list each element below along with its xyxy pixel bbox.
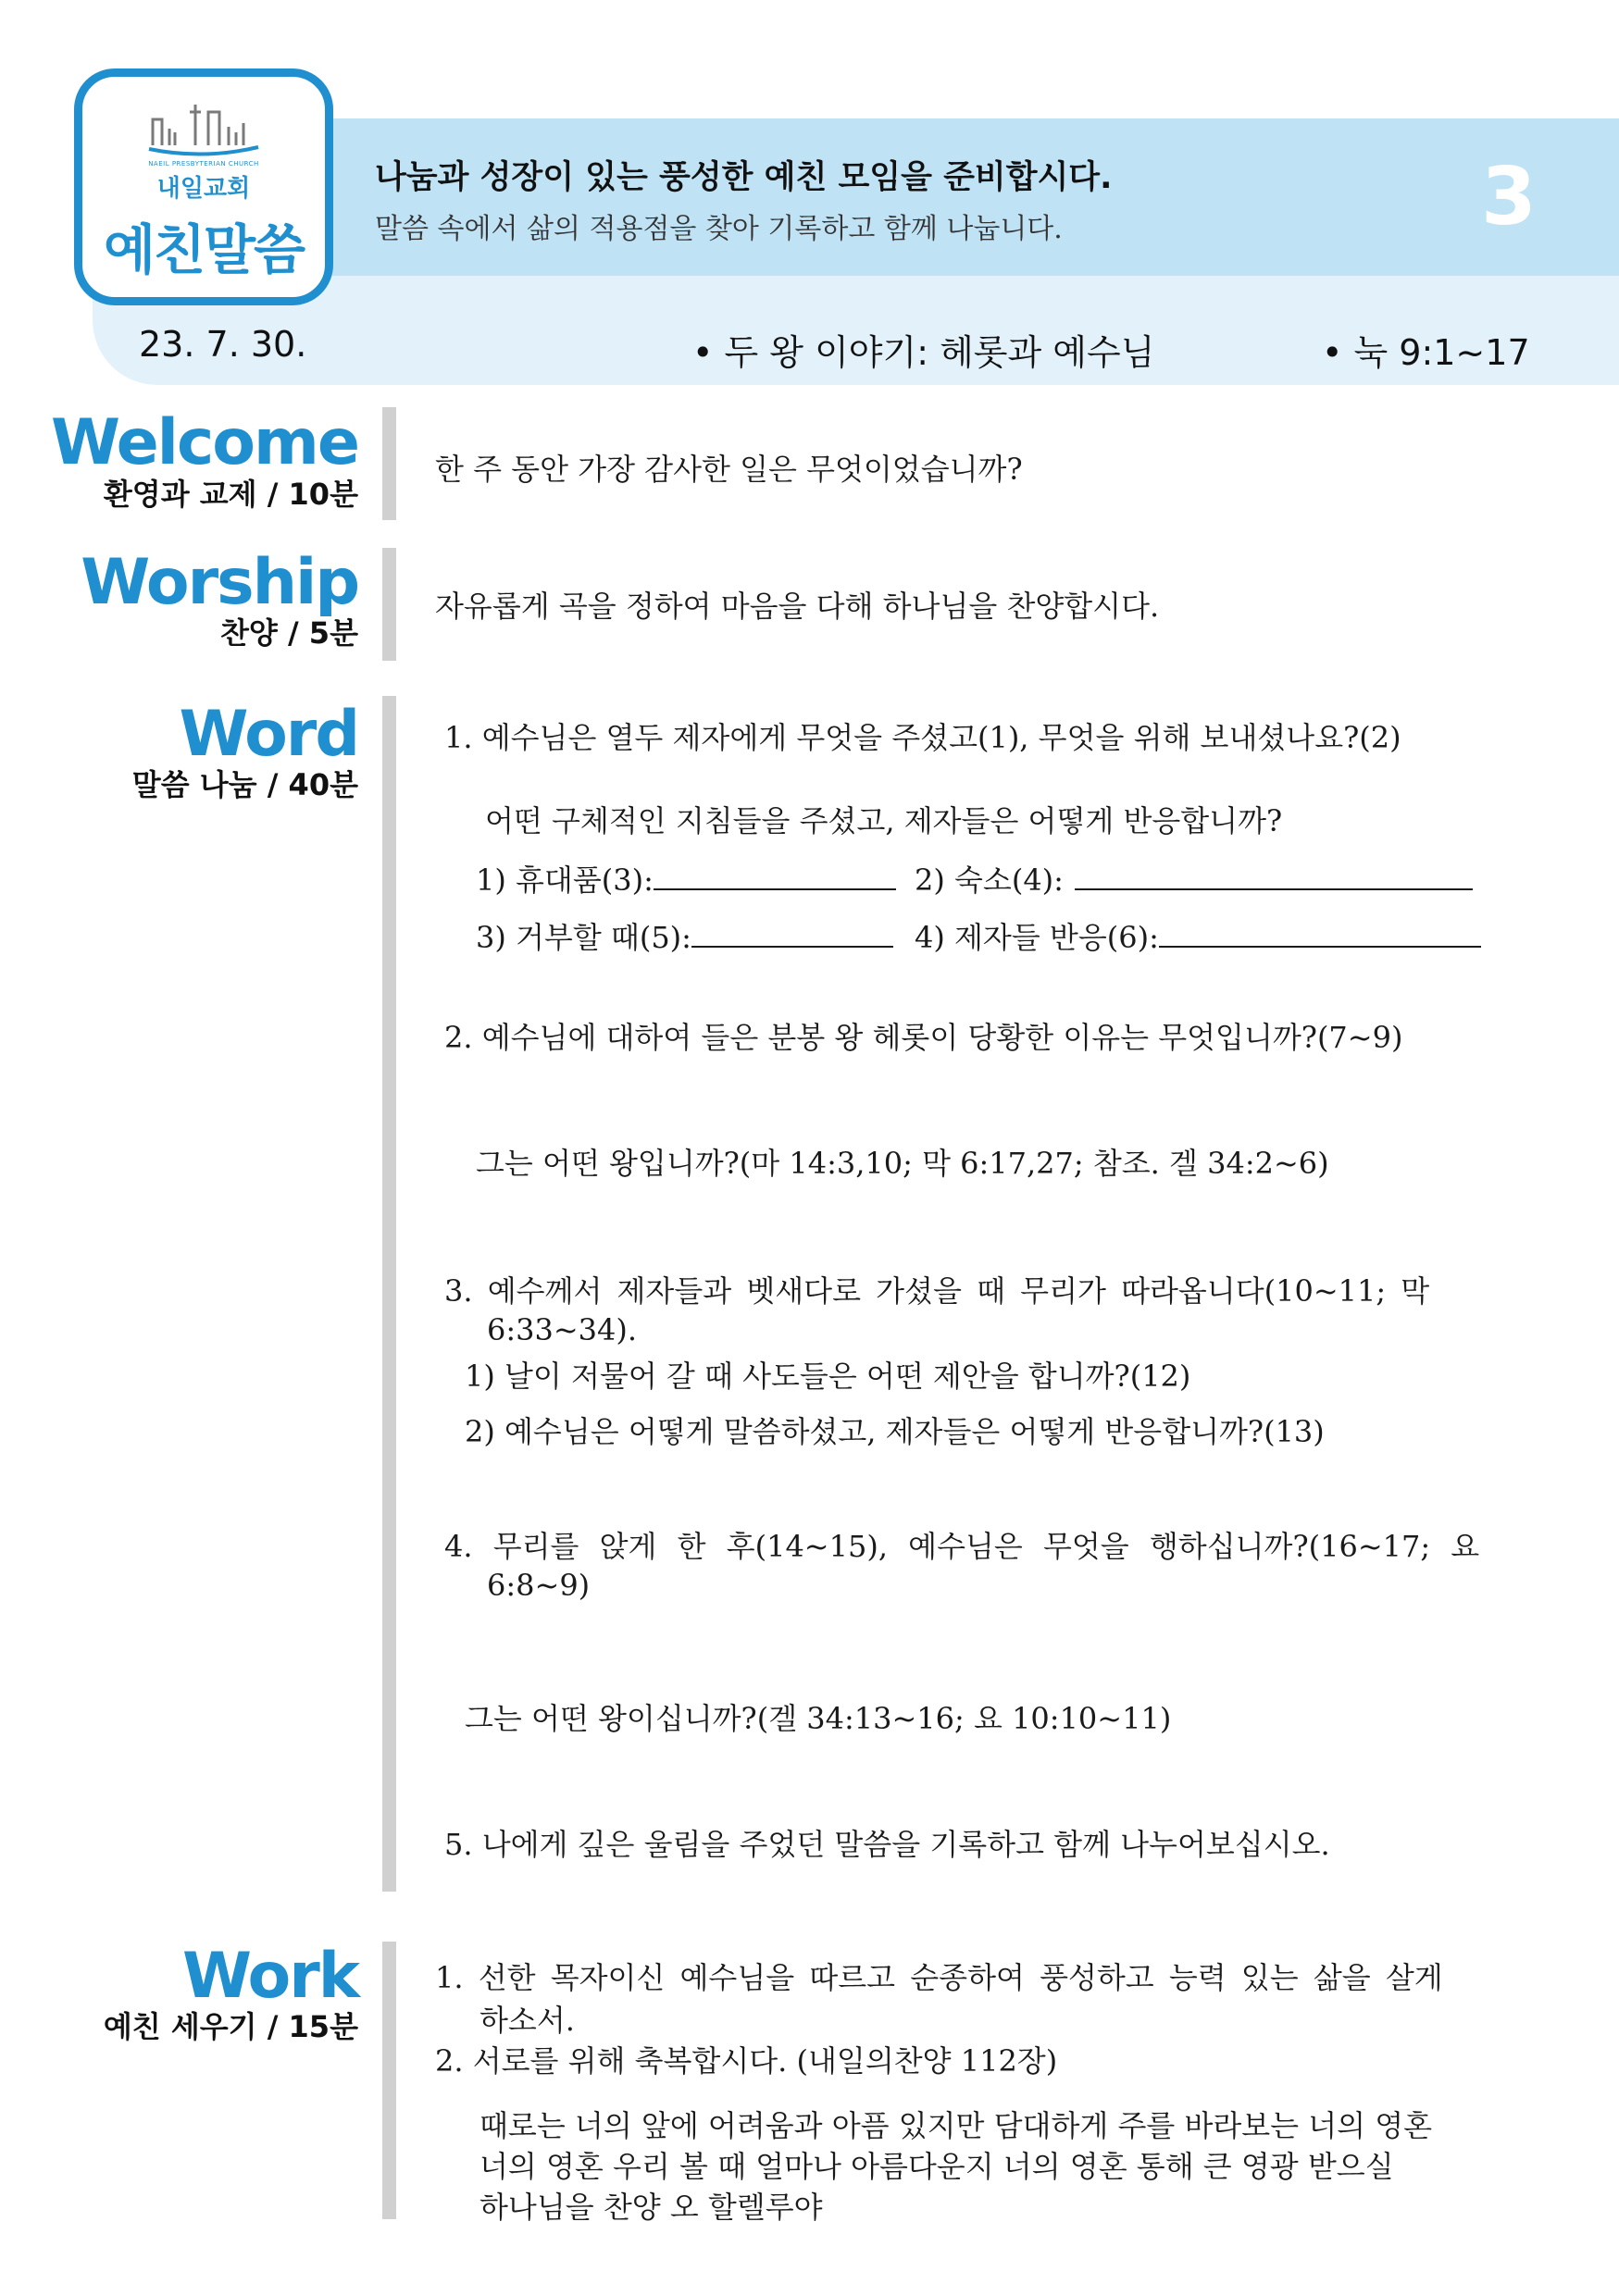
work-divider — [382, 1942, 396, 2219]
word-question-2: 2. 예수님에 대하여 들은 분봉 왕 헤롯이 당황한 이유는 무엇입니까?(7~9) — [444, 1020, 1403, 1055]
church-logo — [74, 68, 333, 305]
q1-item-lodging: 2) 숙소(4): — [915, 857, 1473, 900]
work-item-1: 1. 선한 목자이신 예수님을 따르고 순종하여 풍성하고 능력 있는 삶을 살게 — [435, 1960, 1443, 1995]
q1-item-response: 4) 제자들 반응(6): — [915, 914, 1481, 957]
date: 23. 7. 30. — [139, 324, 307, 365]
header-subline: 말씀 속에서 삶의 적용점을 찾아 기록하고 함께 나눕니다. — [375, 213, 1063, 245]
worship-subtitle: 찬양 / 5분 — [220, 615, 358, 651]
word-subtitle: 말씀 나눔 / 40분 — [131, 767, 358, 802]
answer-blank[interactable] — [1159, 918, 1481, 948]
word-question-4: 4. 무리를 앉게 한 후(14~15), 예수님은 무엇을 행하십니까?(16~17; 요 — [444, 1529, 1480, 1564]
word-title: Word — [179, 698, 358, 771]
word-question-2-sub: 그는 어떤 왕입니까?(마 14:3,10; 막 6:17,27; 참조. 겔 34:2~6) — [476, 1146, 1329, 1181]
welcome-title: Welcome — [50, 406, 358, 479]
answer-blank[interactable] — [691, 918, 893, 948]
page-number: 3 — [1481, 151, 1537, 243]
word-question-4-cont: 6:8~9) — [487, 1568, 591, 1603]
logo-title: 예친말씀 — [103, 218, 305, 281]
welcome-subtitle: 환영과 교제 / 10분 — [103, 477, 358, 512]
word-question-5: 5. 나에게 깊은 울림을 주었던 말씀을 기록하고 함께 나누어보십시오. — [444, 1827, 1330, 1862]
answer-blank[interactable] — [1075, 861, 1473, 890]
work-subtitle: 예친 세우기 / 15분 — [103, 2009, 358, 2044]
word-question-4-sub: 그는 어떤 왕이십니까?(겔 34:13~16; 요 10:10~11) — [465, 1701, 1172, 1736]
welcome-question: 한 주 동안 가장 감사한 일은 무엇이었습니까? — [435, 452, 1023, 487]
scripture-reference: • 눅 9:1~17 — [1322, 332, 1530, 373]
logo-church-name: 내일교회 — [156, 175, 251, 203]
word-question-1: 1. 예수님은 열두 제자에게 무엇을 주셨고(1), 무엇을 위해 보내셨나요?(2) — [444, 720, 1401, 755]
hymn-lyrics-line-1: 때로는 너의 앞에 어려움과 아픔 있지만 담대하게 주를 바라보는 너의 영혼 — [479, 2108, 1433, 2143]
word-divider — [382, 696, 396, 1892]
word-question-3-cont: 6:33~34). — [487, 1312, 638, 1347]
worship-text: 자유롭게 곡을 정하여 마음을 다해 하나님을 찬양합시다. — [435, 589, 1160, 624]
q1-item-carry: 1) 휴대품(3): — [476, 857, 896, 900]
word-question-1-sub: 어떤 구체적인 지침들을 주셨고, 제자들은 어떻게 반응합니까? — [485, 803, 1283, 838]
header-headline: 나눔과 성장이 있는 풍성한 예친 모임을 준비합시다. — [375, 159, 1113, 196]
hymn-lyrics-line-2: 너의 영혼 우리 볼 때 얼마나 아름다운지 너의 영혼 통해 큰 영광 받으실 — [479, 2149, 1394, 2184]
work-item-1-cont: 하소서. — [479, 2003, 575, 2038]
worship-divider — [382, 548, 396, 661]
work-item-2: 2. 서로를 위해 축복합시다. (내일의찬양 112장) — [435, 2043, 1058, 2079]
church-skyline-icon — [147, 99, 260, 160]
sermon-theme: • 두 왕 이야기: 헤롯과 예수님 — [692, 332, 1155, 373]
q1-item-rejection: 3) 거부할 때(5): — [476, 914, 893, 957]
word-question-3-b: 2) 예수님은 어떻게 말씀하셨고, 제자들은 어떻게 반응합니까?(13) — [465, 1414, 1325, 1449]
answer-blank[interactable] — [654, 861, 896, 890]
word-question-3: 3. 예수께서 제자들과 벳새다로 가셨을 때 무리가 따라옵니다(10~11; 막 — [444, 1273, 1430, 1309]
logo-english-text: NAEIL PRESBYTERIAN CHURCH — [148, 160, 259, 168]
word-question-3-a: 1) 날이 저물어 갈 때 사도들은 어떤 제안을 합니까?(12) — [465, 1359, 1191, 1394]
hymn-lyrics-line-3: 하나님을 찬양 오 할렐루야 — [479, 2190, 823, 2225]
worship-title: Worship — [81, 546, 358, 619]
welcome-divider — [382, 407, 396, 520]
work-title: Work — [181, 1940, 358, 2013]
